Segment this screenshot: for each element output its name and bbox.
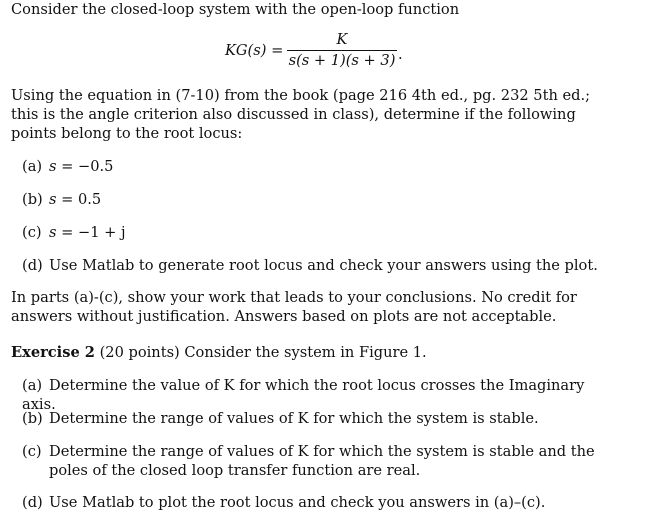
point-variable: s: [49, 191, 57, 208]
item-label: (b): [22, 410, 43, 427]
item-text: Use Matlab to plot the root locus and check you answers in (a)–(c).: [49, 494, 546, 511]
point-expression: = 0.5: [56, 191, 102, 208]
equation-fraction: [287, 31, 397, 70]
equation-trail: .: [398, 46, 403, 63]
item-label: (a): [22, 377, 43, 394]
fraction-bar: [287, 50, 397, 51]
item-label: (d): [22, 257, 43, 274]
intro-text: Consider the closed-loop system with the open-loop function: [11, 1, 460, 18]
exercise2-heading: Exercise 2: [11, 344, 95, 361]
exercise2-intro: [11, 343, 611, 362]
exercise2-item-c: [22, 442, 612, 480]
exercise2-item-d: [22, 493, 612, 512]
list-item-matlab-check: [22, 256, 612, 275]
point-expression: = −0.5: [56, 158, 114, 175]
exercise2-intro-text: (20 points) Consider the system in Figure 1.: [94, 344, 427, 361]
instructions-text: Using the equation in (7-10) from the book (page 216 4th ed., pg. 232 5th ed.; this is the angle criterion also discussed in class), determine if the following points belong to the root locus:: [11, 87, 591, 142]
point-variable: s: [49, 158, 57, 175]
note-text: In parts (a)-(c), show your work that leads to your conclusions. No credit for answers without justification. Answers based on plots are not acceptable.: [11, 289, 577, 325]
item-label: (d): [22, 494, 43, 511]
item-label: (c): [22, 224, 42, 241]
item-text: Use Matlab to generate root locus and check your answers using the plot.: [49, 257, 598, 274]
item-label: (b): [22, 191, 43, 208]
list-item-point-a: [22, 157, 612, 176]
list-item-point-c: [22, 223, 612, 242]
point-expression: = −1 + j: [56, 224, 126, 241]
equation-lhs: KG(s) =: [225, 42, 284, 59]
item-text: Determine the range of values of K for which the system is stable.: [49, 410, 539, 427]
equation-denominator: s(s + 1)(s + 3): [288, 52, 396, 69]
item-label: (a): [22, 158, 43, 175]
list-item-point-b: [22, 190, 612, 209]
exercise2-item-b: [22, 409, 612, 428]
item-label: (c): [22, 443, 42, 460]
equation-numerator: K: [336, 31, 348, 48]
item-text: Determine the range of values of K for which the system is stable and the poles of the closed loop transfer function are real.: [49, 443, 595, 479]
point-variable: s: [49, 224, 57, 241]
item-text: Determine the value of K for which the root locus crosses the Imaginary axis.: [22, 377, 585, 413]
